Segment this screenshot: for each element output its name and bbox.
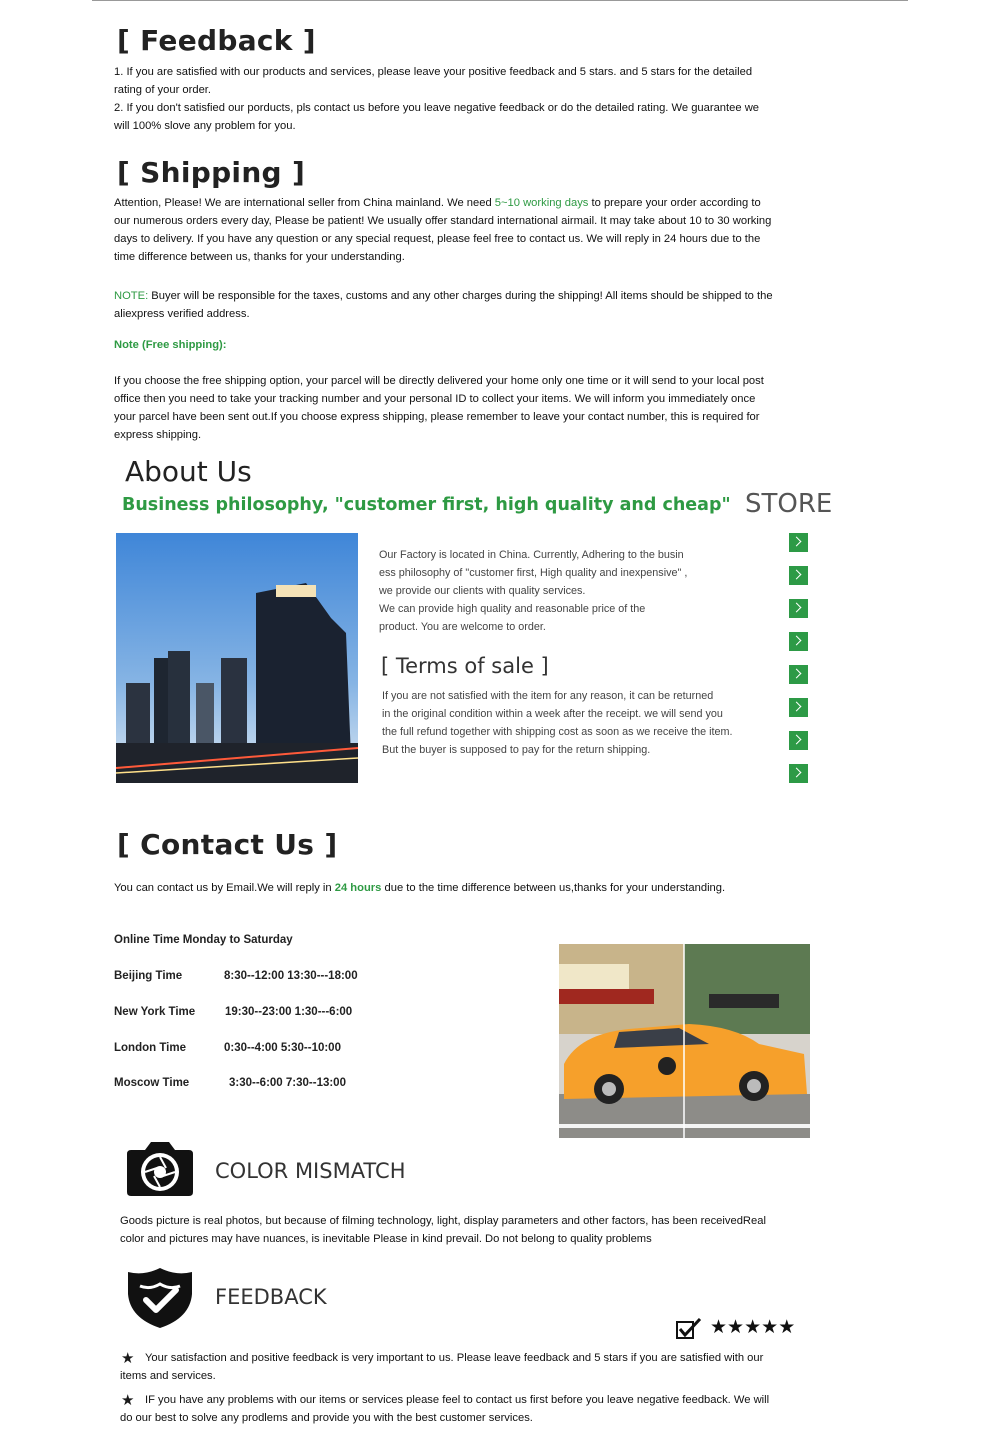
- chevron-right-icon: [792, 537, 802, 547]
- star-icon: ★: [727, 1317, 745, 1338]
- shipping-note: NOTE: Buyer will be responsible for the taxes, customs and any other charges during the shipping! All items should be shipped to the aliexpress verified address.: [114, 290, 773, 320]
- feedback-heading-2: FEEDBACK: [215, 1285, 327, 1309]
- free-shipping-label: Note (Free shipping):: [114, 339, 227, 351]
- chevron-right-icon: [792, 669, 802, 679]
- taxi-photo: [559, 944, 810, 1138]
- store-nav-button[interactable]: [789, 533, 808, 552]
- star-icon: ★: [744, 1317, 762, 1338]
- star-icon: ★: [710, 1317, 728, 1338]
- color-mismatch-text: Goods picture is real photos, but because of filming technology, light, display parameters and other factors, has been receivedReal color and pictures may have nuances, is inevitable Please in kind prevail. Do not belong to quality problems: [120, 1215, 766, 1245]
- checkbox-check-icon: [676, 1318, 700, 1338]
- contact-heading: [ Contact Us ]: [117, 828, 338, 861]
- chevron-right-icon: [792, 570, 802, 580]
- camera-icon: [125, 1140, 195, 1198]
- terms-text: If you are not satisfied with the item for any reason, it can be returned in the original condition within a week after the receipt. we will send you the full refund together with shipping cost as soon as we receive the item. But the buyer is supposed to pay for the return shipping.: [382, 690, 733, 756]
- feedback-bullet-1: Your satisfaction and positive feedback is very important to us. Please leave feedback and 5 stars if you are satisfied with our items and services.: [120, 1352, 764, 1382]
- contact-text: You can contact us by Email.We will reply in 24 hours due to the time difference between us,thanks for your understanding.: [114, 882, 726, 894]
- chevron-right-icon: [792, 636, 802, 646]
- chevron-right-icon: [792, 702, 802, 712]
- about-text: Our Factory is located in China. Currently, Adhering to the busin ess philosophy of "customer first, High quality and inexpensive" , we provide our clients with quality services. We can provide high quality and reasonable price of the product. You are welcome to order.: [379, 549, 688, 633]
- shield-check-icon: [124, 1266, 196, 1330]
- time-city: New York Time: [114, 1006, 196, 1018]
- feedback-bullet-2: IF you have any problems with our items or services please feel to contact us first before you leave negative feedback. We will do our best to solve any prodlems and provide you with the best customer services.: [120, 1394, 770, 1424]
- time-city: London Time: [114, 1042, 186, 1054]
- feedback-heading: [ Feedback ]: [117, 24, 316, 57]
- store-nav-button[interactable]: [789, 764, 808, 783]
- star-icon: ★: [761, 1317, 779, 1338]
- store-nav-button[interactable]: [789, 698, 808, 717]
- store-nav-button[interactable]: [789, 731, 808, 750]
- star-icon: ★: [778, 1317, 796, 1338]
- terms-heading: [ Terms of sale ]: [381, 654, 549, 678]
- top-divider: [92, 0, 908, 1]
- time-hours: 8:30--12:00 13:30---18:00: [224, 970, 358, 982]
- star-bullet-icon: ★: [121, 1350, 135, 1367]
- time-city: Moscow Time: [114, 1077, 190, 1089]
- store-nav-button[interactable]: [789, 632, 808, 651]
- store-nav-button[interactable]: [789, 599, 808, 618]
- five-star-rating: [710, 1316, 795, 1339]
- chevron-right-icon: [792, 603, 802, 613]
- chevron-right-icon: [792, 768, 802, 778]
- business-philosophy: Business philosophy, "customer first, high quality and cheap": [122, 495, 731, 515]
- shipping-heading: [ Shipping ]: [117, 156, 306, 189]
- time-city: Beijing Time: [114, 970, 183, 982]
- star-bullet-icon: ★: [121, 1392, 135, 1409]
- store-label: STORE: [745, 489, 833, 519]
- store-nav-button[interactable]: [789, 665, 808, 684]
- feedback-text: 1. If you are satisfied with our products and services, please leave your positive feedback and 5 stars. and 5 stars for the detailed rating of your order. 2. If you don't satisfied our porducts, pls contact us before you leave negative feedback or do the detailed rating. We guarantee we will 100% slove any problem for you.: [114, 66, 759, 132]
- free-shipping-text: If you choose the free shipping option, your parcel will be directly delivered your home only one time or it will send to your local post office then you need to take your tracking number and your personal ID to collect your items. We will inform you immediately once your parcel have been sent out.If you choose express shipping, please remember to leave your contact number, this is required for express shipping.: [114, 375, 764, 441]
- chevron-right-icon: [792, 735, 802, 745]
- time-hours: 0:30--4:00 5:30--10:00: [224, 1042, 341, 1054]
- online-time-heading: Online Time Monday to Saturday: [114, 934, 293, 946]
- color-mismatch-heading: COLOR MISMATCH: [215, 1159, 406, 1183]
- time-hours: 19:30--23:00 1:30---6:00: [225, 1006, 353, 1018]
- city-skyline-photo: [116, 533, 358, 783]
- about-heading: About Us: [125, 455, 252, 488]
- store-nav-button[interactable]: [789, 566, 808, 585]
- time-hours: 3:30--6:00 7:30--13:00: [229, 1077, 346, 1089]
- shipping-text: Attention, Please! We are international seller from China mainland. We need 5~10 working days to prepare your order according to our numerous orders every day, Please be patient! We usually offer standard international airmail. It may take about 10 to 30 working days to delivery. If you have any question or any special request, please feel free to contact us. We will reply in 24 hours due to the time difference between us, thanks for your understanding.: [114, 197, 772, 263]
